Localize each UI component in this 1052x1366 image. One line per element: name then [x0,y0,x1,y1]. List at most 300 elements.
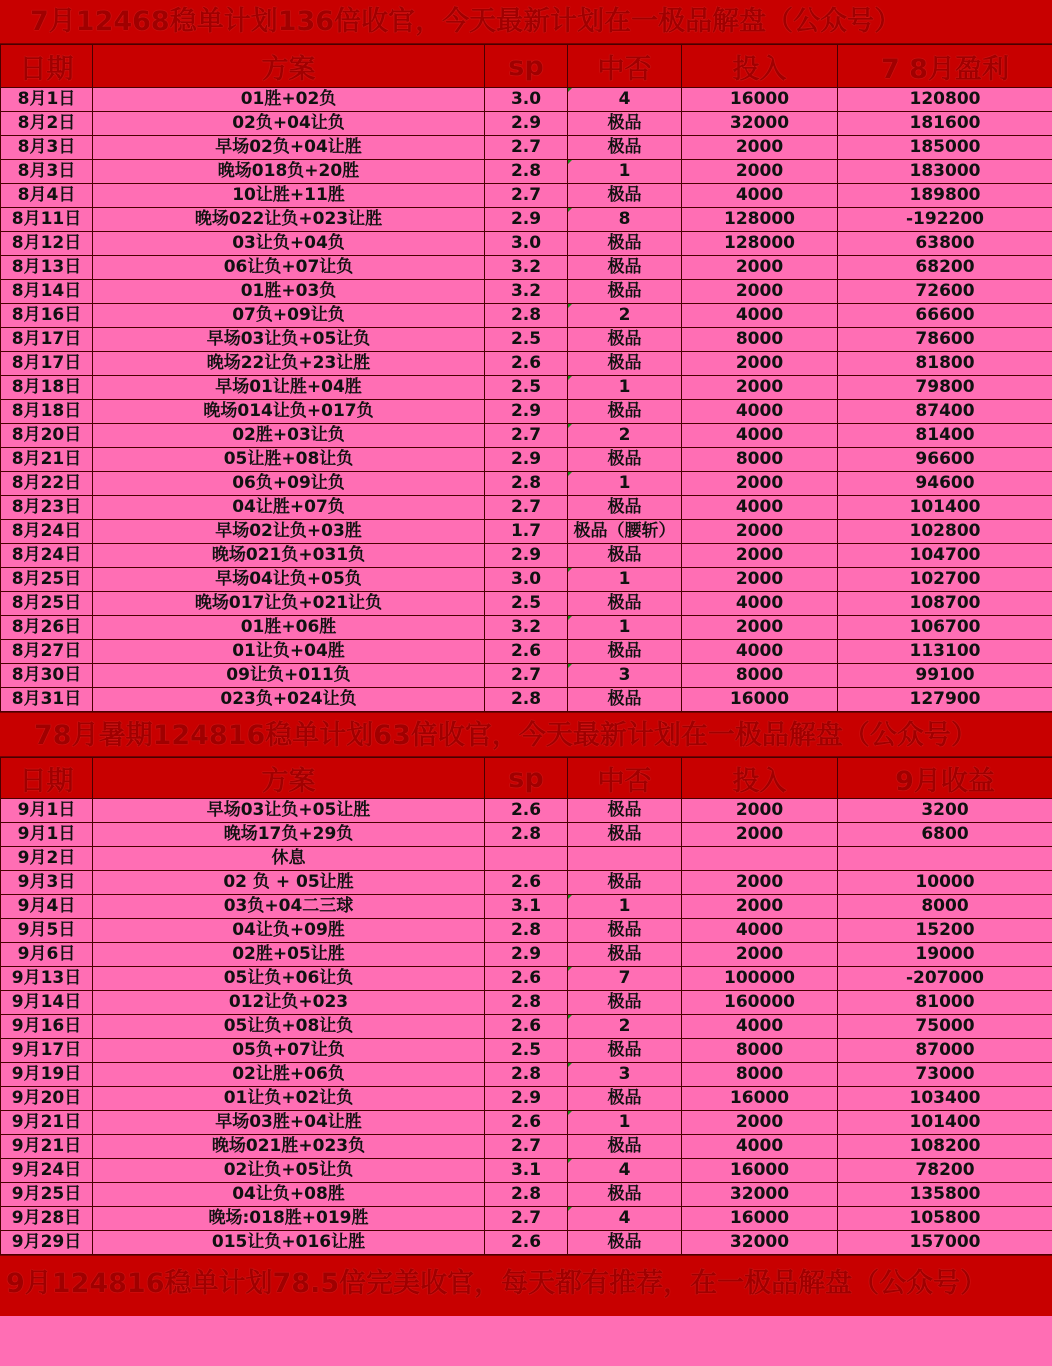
september-plan-table [0,757,1052,1255]
hit-cell: 极品 [568,328,682,352]
sp-cell: 2.5 [485,328,568,352]
date-cell: 9月17日 [1,1039,93,1063]
stake-cell: 2000 [682,136,838,160]
plan-cell: 03让负+04负 [93,232,485,256]
table-row [1,400,1052,424]
top-banner: 7月12468稳单计划136倍收官，今天最新计划在一极品解盘（公众号） [0,0,1052,44]
date-cell: 8月25日 [1,568,93,592]
sp-cell: 2.8 [485,919,568,943]
plan-cell: 02让负+05让负 [93,1159,485,1183]
profit-cell: 105800 [838,1207,1052,1231]
profit-cell: 113100 [838,640,1052,664]
middle-banner: 78月暑期124816稳单计划63倍收官，今天最新计划在一极品解盘（公众号） [0,712,1052,757]
sp-cell: 3.1 [485,895,568,919]
profit-cell: 15200 [838,919,1052,943]
sp-cell: 2.9 [485,943,568,967]
profit-cell: 127900 [838,688,1052,712]
table-row [1,208,1052,232]
plan-cell: 晚场17负+29负 [93,823,485,847]
stake-cell: 4000 [682,424,838,448]
profit-cell: 103400 [838,1087,1052,1111]
date-cell: 9月5日 [1,919,93,943]
plan-cell: 早场04让负+05负 [93,568,485,592]
plan-cell: 012让负+023 [93,991,485,1015]
table-row [1,991,1052,1015]
stake-cell: 2000 [682,280,838,304]
date-cell: 8月18日 [1,400,93,424]
sp-cell: 2.6 [485,799,568,823]
sp-cell: 2.5 [485,1039,568,1063]
table-row [1,472,1052,496]
table-row [1,88,1052,112]
profit-cell: 87400 [838,400,1052,424]
stake-cell: 128000 [682,232,838,256]
hit-cell: 极品 [568,943,682,967]
date-cell: 8月17日 [1,328,93,352]
stake-cell: 2000 [682,544,838,568]
date-cell: 8月25日 [1,592,93,616]
sp-cell: 2.7 [485,1135,568,1159]
stake-cell: 2000 [682,871,838,895]
sp-cell: 2.6 [485,640,568,664]
stake-cell [682,847,838,871]
table-row [1,136,1052,160]
hit-cell: 极品 [568,136,682,160]
plan-cell: 休息 [93,847,485,871]
hit-cell: 极品 [568,1231,682,1255]
plan-cell: 02让胜+06负 [93,1063,485,1087]
table-row [1,520,1052,544]
profit-cell: 101400 [838,496,1052,520]
date-cell: 8月22日 [1,472,93,496]
sp-cell: 2.8 [485,160,568,184]
table-row [1,919,1052,943]
header-profit: 7 8月盈利 [838,45,1052,88]
table-row [1,640,1052,664]
plan-cell: 早场02让负+03胜 [93,520,485,544]
table-row [1,496,1052,520]
date-cell: 9月4日 [1,895,93,919]
profit-cell: 73000 [838,1063,1052,1087]
stake-cell: 16000 [682,1207,838,1231]
plan-cell: 晚场021负+031负 [93,544,485,568]
sp-cell: 3.2 [485,616,568,640]
table-row [1,799,1052,823]
stake-cell: 32000 [682,1183,838,1207]
sp-cell: 2.8 [485,823,568,847]
sp-cell: 3.2 [485,256,568,280]
stake-cell: 2000 [682,160,838,184]
plan-cell: 10让胜+11胜 [93,184,485,208]
table-row [1,1135,1052,1159]
profit-cell: 79800 [838,376,1052,400]
profit-cell: 94600 [838,472,1052,496]
plan-cell: 02胜+05让胜 [93,943,485,967]
hit-cell: 极品 [568,232,682,256]
sp-cell: 2.6 [485,967,568,991]
table-row [1,823,1052,847]
table-row [1,1159,1052,1183]
hit-cell: 极品 [568,1039,682,1063]
table-row [1,1015,1052,1039]
sp-cell: 2.9 [485,1087,568,1111]
stake-cell: 4000 [682,304,838,328]
september-table-body [1,799,1052,1255]
plan-cell: 01让负+02让负 [93,1087,485,1111]
hit-cell: 极品 [568,184,682,208]
profit-cell: 106700 [838,616,1052,640]
header-stake: 投入 [682,45,838,88]
sp-cell: 2.8 [485,991,568,1015]
header-sp: sp [485,45,568,88]
date-cell: 8月2日 [1,112,93,136]
date-cell: 8月27日 [1,640,93,664]
date-cell: 8月26日 [1,616,93,640]
stake-cell: 100000 [682,967,838,991]
stake-cell: 2000 [682,616,838,640]
plan-cell: 06让负+07让负 [93,256,485,280]
profit-cell: 75000 [838,1015,1052,1039]
sp-cell: 3.0 [485,232,568,256]
profit-cell: 108700 [838,592,1052,616]
table-header-row [1,45,1052,88]
plan-cell: 晚场018负+20胜 [93,160,485,184]
table-row [1,568,1052,592]
profit-cell: 99100 [838,664,1052,688]
hit-cell: 极品 [568,352,682,376]
plan-cell: 早场03让负+05让胜 [93,799,485,823]
date-cell: 8月24日 [1,544,93,568]
hit-cell: 8 [568,208,682,232]
stake-cell: 4000 [682,592,838,616]
profit-cell: -207000 [838,967,1052,991]
sp-cell: 3.2 [485,280,568,304]
plan-cell: 02胜+03让负 [93,424,485,448]
stake-cell: 4000 [682,184,838,208]
table-row [1,544,1052,568]
table-row [1,424,1052,448]
sp-cell: 2.6 [485,1015,568,1039]
stake-cell: 160000 [682,991,838,1015]
sp-cell: 2.8 [485,1063,568,1087]
table-row [1,1087,1052,1111]
date-cell: 9月24日 [1,1159,93,1183]
profit-cell: 78600 [838,328,1052,352]
profit-cell: 72600 [838,280,1052,304]
table-row [1,256,1052,280]
stake-cell: 4000 [682,640,838,664]
date-cell: 8月18日 [1,376,93,400]
header-stake: 投入 [682,758,838,799]
hit-cell: 极品 [568,991,682,1015]
stake-cell: 8000 [682,448,838,472]
table-row [1,943,1052,967]
hit-cell: 极品 [568,544,682,568]
profit-cell: 66600 [838,304,1052,328]
hit-cell: 极品 [568,256,682,280]
table-row [1,1183,1052,1207]
stake-cell: 2000 [682,376,838,400]
plan-cell: 05让胜+08让负 [93,448,485,472]
table-row [1,160,1052,184]
header-plan: 方案 [93,45,485,88]
stake-cell: 16000 [682,1087,838,1111]
hit-cell: 极品 [568,1135,682,1159]
profit-cell: 81800 [838,352,1052,376]
hit-cell: 1 [568,568,682,592]
table-row [1,1039,1052,1063]
profit-cell: 181600 [838,112,1052,136]
stake-cell: 16000 [682,88,838,112]
profit-cell: 87000 [838,1039,1052,1063]
hit-cell: 极品 [568,400,682,424]
sp-cell: 2.9 [485,400,568,424]
date-cell: 9月6日 [1,943,93,967]
sp-cell: 3.0 [485,88,568,112]
hit-cell: 极品 [568,496,682,520]
profit-cell: 135800 [838,1183,1052,1207]
sp-cell: 2.6 [485,1231,568,1255]
sp-cell: 2.9 [485,208,568,232]
hit-cell: 1 [568,376,682,400]
sp-cell: 2.8 [485,472,568,496]
hit-cell: 7 [568,967,682,991]
date-cell: 8月12日 [1,232,93,256]
plan-cell: 02 负 + 05让胜 [93,871,485,895]
date-cell: 8月4日 [1,184,93,208]
stake-cell: 8000 [682,328,838,352]
profit-cell: 6800 [838,823,1052,847]
sp-cell: 2.8 [485,688,568,712]
date-cell: 8月31日 [1,688,93,712]
hit-cell: 极品 [568,448,682,472]
plan-cell: 03负+04二三球 [93,895,485,919]
stake-cell: 8000 [682,1039,838,1063]
plan-cell: 01让负+04胜 [93,640,485,664]
hit-cell: 2 [568,304,682,328]
hit-cell: 极品 [568,871,682,895]
sp-cell: 2.8 [485,304,568,328]
plan-cell: 04让胜+07负 [93,496,485,520]
stake-cell: 8000 [682,664,838,688]
sp-cell: 3.1 [485,1159,568,1183]
profit-cell: 81400 [838,424,1052,448]
hit-cell: 4 [568,88,682,112]
hit-cell: 4 [568,1207,682,1231]
date-cell: 9月25日 [1,1183,93,1207]
date-cell: 9月1日 [1,799,93,823]
sp-cell: 2.5 [485,376,568,400]
plan-cell: 早场03胜+04让胜 [93,1111,485,1135]
table-row [1,1207,1052,1231]
stake-cell: 2000 [682,823,838,847]
stake-cell: 2000 [682,352,838,376]
hit-cell: 1 [568,895,682,919]
sp-cell: 2.7 [485,424,568,448]
stake-cell: 2000 [682,256,838,280]
date-cell: 9月3日 [1,871,93,895]
plan-cell: 07负+09让负 [93,304,485,328]
date-cell: 8月3日 [1,136,93,160]
plan-cell: 04让负+09胜 [93,919,485,943]
profit-cell: 19000 [838,943,1052,967]
date-cell: 8月3日 [1,160,93,184]
header-date: 日期 [1,45,93,88]
sp-cell: 1.7 [485,520,568,544]
header-hit: 中否 [568,45,682,88]
hit-cell: 极品（腰斩） [568,520,682,544]
hit-cell: 极品 [568,688,682,712]
date-cell: 9月16日 [1,1015,93,1039]
plan-cell: 09让负+011负 [93,664,485,688]
date-cell: 9月13日 [1,967,93,991]
stake-cell: 2000 [682,568,838,592]
hit-cell [568,847,682,871]
table-row [1,352,1052,376]
hit-cell: 3 [568,664,682,688]
august-table-body [1,88,1052,712]
sp-cell: 2.7 [485,136,568,160]
plan-cell: 023负+024让负 [93,688,485,712]
plan-cell: 01胜+02负 [93,88,485,112]
table-row [1,895,1052,919]
sp-cell: 2.5 [485,592,568,616]
profit-cell: 96600 [838,448,1052,472]
plan-cell: 01胜+03负 [93,280,485,304]
date-cell: 9月21日 [1,1135,93,1159]
stake-cell: 32000 [682,1231,838,1255]
profit-cell: 183000 [838,160,1052,184]
profit-cell: 68200 [838,256,1052,280]
header-hit: 中否 [568,758,682,799]
table-row [1,448,1052,472]
header-plan: 方案 [93,758,485,799]
table-row [1,967,1052,991]
sp-cell: 3.0 [485,568,568,592]
table-row [1,616,1052,640]
stake-cell: 2000 [682,895,838,919]
date-cell: 8月23日 [1,496,93,520]
hit-cell: 1 [568,472,682,496]
plan-cell: 05让负+08让负 [93,1015,485,1039]
profit-cell: 185000 [838,136,1052,160]
date-cell: 9月14日 [1,991,93,1015]
date-cell: 8月14日 [1,280,93,304]
date-cell: 8月13日 [1,256,93,280]
plan-cell: 早场03让负+05让负 [93,328,485,352]
table-row [1,304,1052,328]
profit-cell: 120800 [838,88,1052,112]
plan-cell: 早场01让胜+04胜 [93,376,485,400]
profit-cell: 78200 [838,1159,1052,1183]
plan-cell: 晚场:018胜+019胜 [93,1207,485,1231]
table-row [1,592,1052,616]
date-cell: 9月21日 [1,1111,93,1135]
table-row [1,871,1052,895]
profit-cell: 10000 [838,871,1052,895]
sp-cell: 2.7 [485,184,568,208]
sp-cell: 2.8 [485,1183,568,1207]
hit-cell: 极品 [568,592,682,616]
table-row [1,184,1052,208]
plan-cell: 05让负+06让负 [93,967,485,991]
profit-cell: 101400 [838,1111,1052,1135]
table-row [1,376,1052,400]
sp-cell: 2.9 [485,448,568,472]
table-row [1,688,1052,712]
profit-cell: 102800 [838,520,1052,544]
table-row [1,1111,1052,1135]
table-row [1,1063,1052,1087]
stake-cell: 2000 [682,1111,838,1135]
hit-cell: 极品 [568,919,682,943]
hit-cell: 极品 [568,280,682,304]
date-cell: 8月30日 [1,664,93,688]
stake-cell: 16000 [682,1159,838,1183]
sp-cell: 2.7 [485,496,568,520]
profit-cell: 63800 [838,232,1052,256]
profit-cell: 102700 [838,568,1052,592]
stake-cell: 128000 [682,208,838,232]
table-row [1,1231,1052,1255]
profit-cell: 189800 [838,184,1052,208]
hit-cell: 极品 [568,823,682,847]
stake-cell: 4000 [682,919,838,943]
hit-cell: 极品 [568,1087,682,1111]
table-row [1,847,1052,871]
stake-cell: 2000 [682,472,838,496]
hit-cell: 1 [568,616,682,640]
sp-cell: 2.7 [485,664,568,688]
hit-cell: 1 [568,1111,682,1135]
table-row [1,112,1052,136]
plan-cell: 04让负+08胜 [93,1183,485,1207]
profit-cell: 8000 [838,895,1052,919]
profit-cell: 104700 [838,544,1052,568]
plan-cell: 01胜+06胜 [93,616,485,640]
sp-cell [485,847,568,871]
header-sp: sp [485,758,568,799]
stake-cell: 32000 [682,112,838,136]
stake-cell: 4000 [682,1015,838,1039]
sp-cell: 2.6 [485,871,568,895]
hit-cell: 极品 [568,640,682,664]
header-profit: 9月收益 [838,758,1052,799]
hit-cell: 极品 [568,799,682,823]
table-row [1,232,1052,256]
plan-cell: 晚场014让负+017负 [93,400,485,424]
profit-cell: 3200 [838,799,1052,823]
header-date: 日期 [1,758,93,799]
profit-cell [838,847,1052,871]
stake-cell: 4000 [682,400,838,424]
table-header-row [1,758,1052,799]
hit-cell: 3 [568,1063,682,1087]
stake-cell: 2000 [682,520,838,544]
plan-cell: 晚场017让负+021让负 [93,592,485,616]
stake-cell: 2000 [682,943,838,967]
sp-cell: 2.9 [485,544,568,568]
profit-cell: 81000 [838,991,1052,1015]
stake-cell: 16000 [682,688,838,712]
sp-cell: 2.7 [485,1207,568,1231]
hit-cell: 2 [568,1015,682,1039]
table-row [1,328,1052,352]
stake-cell: 2000 [682,799,838,823]
profit-cell: 157000 [838,1231,1052,1255]
stake-cell: 8000 [682,1063,838,1087]
date-cell: 9月20日 [1,1087,93,1111]
